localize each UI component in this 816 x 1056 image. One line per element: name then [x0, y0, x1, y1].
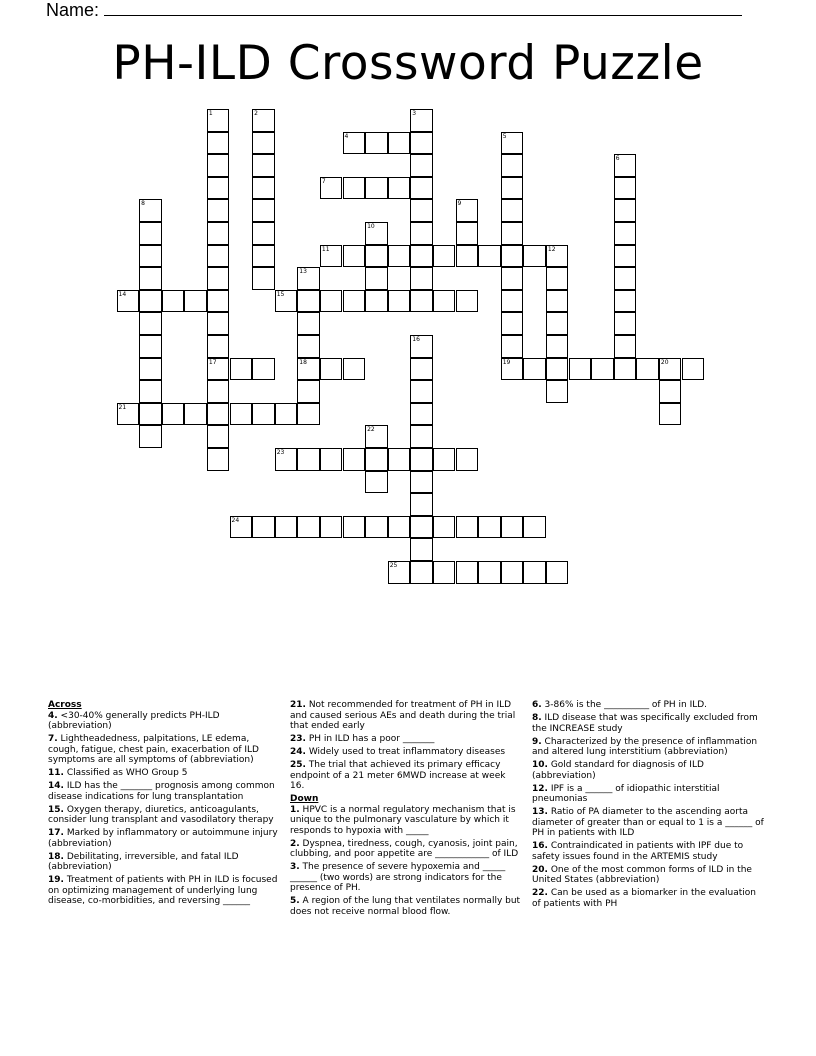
clue-text: Not recommended for treatment of PH in ILD and caused serious AEs and death during the trial that ended early — [290, 700, 516, 731]
grid-cell[interactable] — [365, 132, 388, 155]
grid-cell[interactable] — [297, 380, 320, 403]
grid-cell[interactable] — [433, 561, 456, 584]
clue-item — [290, 700, 522, 732]
clue-number: 8. — [532, 713, 542, 723]
clue-text: HPVC is a normal regulatory mechanism that is unique to the pulmonary vasculature by which it responds to hypoxia with _____ — [290, 804, 516, 836]
grid-cell[interactable] — [365, 177, 388, 200]
grid-cell[interactable] — [252, 199, 275, 222]
grid-cell[interactable] — [546, 312, 569, 335]
grid-cell[interactable] — [252, 109, 275, 132]
cell-number: 3 — [412, 110, 417, 117]
grid-cell[interactable] — [139, 245, 162, 268]
grid-cell[interactable] — [207, 109, 230, 132]
clue-item — [290, 896, 522, 917]
grid-cell[interactable] — [320, 290, 343, 313]
clue-item — [290, 760, 522, 792]
clue-text: PH in ILD has a poor _______ — [305, 734, 435, 744]
grid-cell[interactable] — [207, 335, 230, 358]
clue-number: 19. — [48, 875, 64, 885]
grid-cell[interactable] — [230, 516, 253, 539]
grid-cell[interactable] — [297, 312, 320, 335]
grid-cell[interactable] — [207, 177, 230, 200]
grid-cell[interactable] — [614, 222, 637, 245]
clue-item — [532, 784, 764, 805]
clue-item — [290, 747, 522, 758]
grid-cell[interactable] — [410, 358, 433, 381]
clue-item — [532, 737, 764, 758]
cell-number: 15 — [276, 290, 285, 298]
cell-number: 24 — [231, 516, 240, 524]
grid-cell[interactable] — [659, 358, 682, 381]
grid-cell[interactable] — [117, 290, 140, 313]
grid-cell[interactable] — [410, 132, 433, 155]
grid-cell[interactable] — [614, 267, 637, 290]
grid-cell[interactable] — [207, 245, 230, 268]
grid-cell[interactable] — [410, 199, 433, 222]
clue-number: 21. — [290, 700, 306, 710]
cell-number: 11 — [321, 245, 330, 253]
cell-number: 1 — [208, 110, 213, 117]
grid-cell[interactable] — [343, 177, 366, 200]
grid-cell[interactable] — [275, 290, 298, 313]
grid-cell[interactable] — [252, 358, 275, 381]
grid-cell[interactable] — [252, 222, 275, 245]
grid-cell[interactable] — [501, 177, 524, 200]
cell-number: 22 — [367, 426, 375, 434]
grid-cell[interactable] — [207, 425, 230, 448]
grid-cell[interactable] — [388, 245, 411, 268]
clue-item — [532, 700, 764, 711]
grid-cell[interactable] — [523, 561, 546, 584]
clue-item — [48, 734, 278, 766]
clue-item — [532, 760, 764, 781]
grid-cell[interactable] — [501, 516, 524, 539]
clue-text: ILD disease that was specifically excluded from the INCREASE study — [532, 713, 758, 734]
cell-number: 2 — [254, 110, 258, 117]
cell-number: 6 — [615, 155, 620, 163]
clue-text: The presence of severe hypoxemia and _____ ______ (two words) are strong indicators for the presence of PH. — [290, 862, 506, 893]
clue-item — [48, 875, 278, 907]
grid-cell[interactable] — [410, 154, 433, 177]
clue-number: 15. — [48, 804, 64, 815]
grid-cell[interactable] — [433, 448, 456, 471]
clue-number: 25. — [290, 760, 306, 770]
across-heading: Across — [48, 700, 82, 710]
clue-item — [532, 807, 764, 839]
grid-cell[interactable] — [410, 380, 433, 403]
grid-cell[interactable] — [546, 245, 569, 268]
grid-cell[interactable] — [410, 267, 433, 290]
grid-cell[interactable] — [456, 516, 479, 539]
grid-cell[interactable] — [410, 109, 433, 132]
grid-cell[interactable] — [433, 516, 456, 539]
grid-cell[interactable] — [252, 267, 275, 290]
grid-cell[interactable] — [252, 403, 275, 426]
grid-cell[interactable] — [546, 561, 569, 584]
grid-cell[interactable] — [614, 245, 637, 268]
grid-cell[interactable] — [501, 358, 524, 381]
clue-number: 6. — [532, 700, 542, 710]
clue-number: 13. — [532, 807, 548, 817]
clues-column-3 — [532, 700, 764, 912]
clue-text: Widely used to treat inflammatory diseases — [305, 747, 506, 757]
grid-cell[interactable] — [343, 245, 366, 268]
grid-cell[interactable] — [343, 516, 366, 539]
clue-number: 10. — [532, 760, 548, 770]
grid-cell[interactable] — [297, 335, 320, 358]
clue-text: Debilitating, irreversible, and fatal ILD (abbreviation) — [48, 851, 239, 872]
clue-item — [532, 713, 764, 734]
clue-text: IPF is a ______ of idiopathic interstitial pneumonias — [532, 783, 720, 804]
grid-cell[interactable] — [252, 245, 275, 268]
clue-text: One of the most common forms of ILD in the United States (abbreviation) — [532, 864, 752, 885]
grid-cell[interactable] — [614, 177, 637, 200]
grid-cell[interactable] — [636, 358, 659, 381]
grid-cell[interactable] — [365, 425, 388, 448]
grid-cell[interactable] — [139, 335, 162, 358]
grid-cell[interactable] — [297, 267, 320, 290]
grid-cell[interactable] — [456, 561, 479, 584]
grid-cell[interactable] — [365, 290, 388, 313]
grid-cell[interactable] — [139, 403, 162, 426]
grid-cell[interactable] — [388, 177, 411, 200]
grid-cell[interactable] — [478, 245, 501, 268]
grid-cell[interactable] — [501, 199, 524, 222]
clue-item — [532, 865, 764, 886]
grid-cell[interactable] — [501, 267, 524, 290]
clue-number: 23. — [290, 734, 306, 744]
cell-number: 16 — [412, 336, 420, 343]
grid-cell[interactable] — [365, 222, 388, 245]
grid-cell[interactable] — [139, 290, 162, 313]
cell-number: 7 — [321, 177, 326, 185]
grid-cell[interactable] — [365, 448, 388, 471]
grid-cell[interactable] — [614, 290, 637, 313]
grid-cell[interactable] — [139, 199, 162, 222]
grid-cell[interactable] — [591, 358, 614, 381]
grid-cell[interactable] — [343, 132, 366, 155]
clue-item — [48, 852, 278, 873]
grid-cell[interactable] — [501, 154, 524, 177]
grid-cell[interactable] — [320, 516, 343, 539]
clue-text: ILD has the _______ prognosis among common disease indications for lung transplantation — [48, 781, 275, 802]
grid-cell[interactable] — [297, 516, 320, 539]
cell-number: 18 — [299, 358, 307, 366]
clue-text: Marked by inflammatory or autoimmune injury (abbreviation) — [48, 828, 278, 849]
clue-item — [290, 839, 522, 860]
grid-cell[interactable] — [388, 561, 411, 584]
clue-text: Dyspnea, tiredness, cough, cyanosis, joint pain, clubbing, and poor appetite are ____________ of ILD — [290, 838, 519, 859]
grid-cell[interactable] — [501, 290, 524, 313]
grid-cell[interactable] — [162, 403, 185, 426]
grid-cell[interactable] — [523, 245, 546, 268]
grid-cell[interactable] — [320, 358, 343, 381]
grid-cell[interactable] — [365, 267, 388, 290]
grid-cell[interactable] — [614, 358, 637, 381]
grid-cell[interactable] — [184, 403, 207, 426]
clue-item — [532, 841, 764, 862]
grid-cell[interactable] — [388, 132, 411, 155]
clue-number: 14. — [48, 781, 64, 791]
cell-number: 21 — [118, 403, 127, 411]
grid-cell[interactable] — [207, 290, 230, 313]
grid-cell[interactable] — [365, 516, 388, 539]
grid-cell[interactable] — [410, 448, 433, 471]
clue-item — [290, 805, 522, 837]
grid-cell[interactable] — [207, 448, 230, 471]
cell-number: 17 — [208, 358, 217, 366]
grid-cell[interactable] — [297, 448, 320, 471]
grid-cell[interactable] — [207, 312, 230, 335]
clue-item — [48, 768, 278, 779]
grid-cell[interactable] — [297, 358, 320, 381]
grid-cell[interactable] — [478, 561, 501, 584]
cell-number: 10 — [367, 223, 375, 230]
grid-cell[interactable] — [139, 267, 162, 290]
cell-number: 20 — [660, 358, 669, 366]
clue-text: Contraindicated in patients with IPF due to safety issues found in the ARTEMIS study — [532, 841, 744, 862]
clue-number: 2. — [290, 838, 300, 849]
grid-cell[interactable] — [456, 222, 479, 245]
grid-cell[interactable] — [275, 448, 298, 471]
grid-cell[interactable] — [659, 403, 682, 426]
grid-cell[interactable] — [365, 245, 388, 268]
cell-number: 9 — [457, 200, 462, 208]
grid-cell[interactable] — [207, 358, 230, 381]
grid-cell[interactable] — [320, 448, 343, 471]
clue-number: 20. — [532, 864, 548, 875]
grid-cell[interactable] — [501, 245, 524, 268]
clue-number: 7. — [48, 734, 58, 744]
grid-cell[interactable] — [410, 222, 433, 245]
grid-cell[interactable] — [546, 335, 569, 358]
grid-cell[interactable] — [433, 245, 456, 268]
grid-cell[interactable] — [184, 290, 207, 313]
grid-cell[interactable] — [410, 290, 433, 313]
clues-column-1 — [48, 700, 278, 909]
grid-cell[interactable] — [117, 403, 140, 426]
grid-cell[interactable] — [433, 290, 456, 313]
clue-number: 22. — [532, 888, 548, 898]
grid-cell[interactable] — [230, 358, 253, 381]
clue-text: Lightheadedness, palpitations, LE edema, cough, fatigue, chest pain, exacerbation of ILD symptoms are all symptoms of (abbreviation) — [48, 734, 259, 765]
clue-number: 16. — [532, 841, 548, 851]
grid-cell[interactable] — [501, 312, 524, 335]
clue-text: Gold standard for diagnosis of ILD (abbreviation) — [532, 760, 704, 781]
grid-cell[interactable] — [456, 448, 479, 471]
clue-number: 4. — [48, 710, 58, 721]
cell-number: 13 — [299, 268, 307, 276]
cell-number: 23 — [276, 449, 285, 456]
grid-cell[interactable] — [614, 199, 637, 222]
clue-number: 1. — [290, 804, 300, 815]
grid-cell[interactable] — [456, 290, 479, 313]
clue-number: 18. — [48, 851, 64, 862]
clue-number: 24. — [290, 747, 306, 757]
grid-cell[interactable] — [320, 177, 343, 200]
clue-item — [532, 888, 764, 909]
grid-cell[interactable] — [388, 516, 411, 539]
grid-cell[interactable] — [410, 561, 433, 584]
cell-number: 8 — [141, 200, 145, 208]
clue-number: 11. — [48, 768, 64, 778]
grid-cell[interactable] — [478, 516, 501, 539]
grid-cell[interactable] — [410, 245, 433, 268]
clue-number: 5. — [290, 896, 300, 906]
clue-text: The trial that achieved its primary efficacy endpoint of a 21 meter 6MWD increase at week 16. — [290, 760, 506, 791]
grid-cell[interactable] — [682, 358, 705, 381]
grid-cell[interactable] — [207, 199, 230, 222]
grid-cell[interactable] — [546, 380, 569, 403]
grid-cell[interactable] — [388, 290, 411, 313]
clue-text: Characterized by the presence of inflammation and altered lung interstitium (abbreviation) — [532, 736, 758, 757]
grid-cell[interactable] — [523, 358, 546, 381]
grid-cell[interactable] — [343, 448, 366, 471]
cell-number: 5 — [502, 132, 507, 140]
grid-cell[interactable] — [614, 312, 637, 335]
grid-cell[interactable] — [614, 335, 637, 358]
grid-cell[interactable] — [410, 177, 433, 200]
grid-cell[interactable] — [343, 290, 366, 313]
grid-cell[interactable] — [207, 403, 230, 426]
grid-cell[interactable] — [139, 425, 162, 448]
grid-cell[interactable] — [410, 471, 433, 494]
grid-cell[interactable] — [252, 177, 275, 200]
clue-item — [290, 734, 522, 745]
name-label: Name: — [46, 0, 100, 20]
grid-cell[interactable] — [207, 267, 230, 290]
grid-cell[interactable] — [275, 516, 298, 539]
grid-cell[interactable] — [297, 403, 320, 426]
grid-cell[interactable] — [569, 358, 592, 381]
clue-item — [48, 828, 278, 849]
clue-text: Ratio of PA diameter to the ascending aorta diameter of greater than or equal to 1 is a ______ of PH in patients with ILD — [532, 807, 764, 838]
grid-cell[interactable] — [230, 403, 253, 426]
clue-text: Treatment of patients with PH in ILD is focused on optimizing management of underlying lung disease, co-morbidities, and reversing ______ — [48, 875, 278, 906]
grid-cell[interactable] — [501, 132, 524, 155]
grid-cell[interactable] — [456, 199, 479, 222]
grid-cell[interactable] — [546, 358, 569, 381]
grid-cell[interactable] — [207, 222, 230, 245]
grid-cell[interactable] — [139, 312, 162, 335]
clue-item — [48, 711, 278, 732]
grid-cell[interactable] — [275, 403, 298, 426]
clue-number: 9. — [532, 736, 542, 747]
grid-cell[interactable] — [410, 403, 433, 426]
grid-cell[interactable] — [388, 448, 411, 471]
grid-cell[interactable] — [343, 358, 366, 381]
grid-cell[interactable] — [456, 245, 479, 268]
grid-cell[interactable] — [139, 358, 162, 381]
clue-number: 12. — [532, 783, 548, 794]
grid-cell[interactable] — [546, 290, 569, 313]
grid-cell[interactable] — [501, 561, 524, 584]
cell-number: 19 — [502, 358, 511, 366]
grid-cell[interactable] — [523, 516, 546, 539]
grid-cell[interactable] — [207, 132, 230, 155]
grid-cell[interactable] — [410, 335, 433, 358]
clue-item — [290, 862, 522, 894]
clue-item — [48, 805, 278, 826]
grid-cell[interactable] — [410, 493, 433, 516]
grid-cell[interactable] — [320, 245, 343, 268]
grid-cell[interactable] — [297, 290, 320, 313]
grid-cell[interactable] — [410, 516, 433, 539]
clue-number: 3. — [290, 862, 300, 872]
grid-cell[interactable] — [410, 538, 433, 561]
clues-column-2 — [290, 700, 522, 920]
grid-cell[interactable] — [207, 380, 230, 403]
clue-text: Can be used as a biomarker in the evaluation of patients with PH — [532, 888, 756, 909]
clue-text: 3-86% is the __________ of PH in ILD. — [541, 700, 708, 710]
clue-text: Oxygen therapy, diuretics, anticoagulants, consider lung transplant and vasodilatory therapy — [48, 804, 274, 825]
grid-cell[interactable] — [410, 425, 433, 448]
grid-cell[interactable] — [139, 222, 162, 245]
cell-number: 4 — [344, 132, 349, 140]
grid-cell[interactable] — [207, 154, 230, 177]
grid-cell[interactable] — [252, 132, 275, 155]
grid-cell[interactable] — [614, 154, 637, 177]
grid-cell[interactable] — [162, 290, 185, 313]
page-title: PH-ILD Crossword Puzzle — [112, 36, 704, 91]
grid-cell[interactable] — [252, 154, 275, 177]
grid-cell[interactable] — [659, 380, 682, 403]
clue-text: Classified as WHO Group 5 — [63, 768, 188, 778]
grid-cell[interactable] — [252, 516, 275, 539]
grid-cell[interactable] — [501, 222, 524, 245]
clue-text: A region of the lung that ventilates normally but does not receive normal blood flow. — [290, 896, 521, 917]
cell-number: 25 — [389, 562, 398, 569]
clue-item — [48, 781, 278, 802]
cell-number: 12 — [547, 245, 556, 253]
down-heading: Down — [290, 794, 319, 804]
clue-text: <30-40% generally predicts PH-ILD (abbreviation) — [48, 710, 220, 731]
cell-number: 14 — [118, 290, 127, 298]
grid-cell[interactable] — [501, 335, 524, 358]
grid-cell[interactable] — [546, 267, 569, 290]
grid-cell[interactable] — [365, 471, 388, 494]
clue-number: 17. — [48, 828, 64, 838]
grid-cell[interactable] — [139, 380, 162, 403]
